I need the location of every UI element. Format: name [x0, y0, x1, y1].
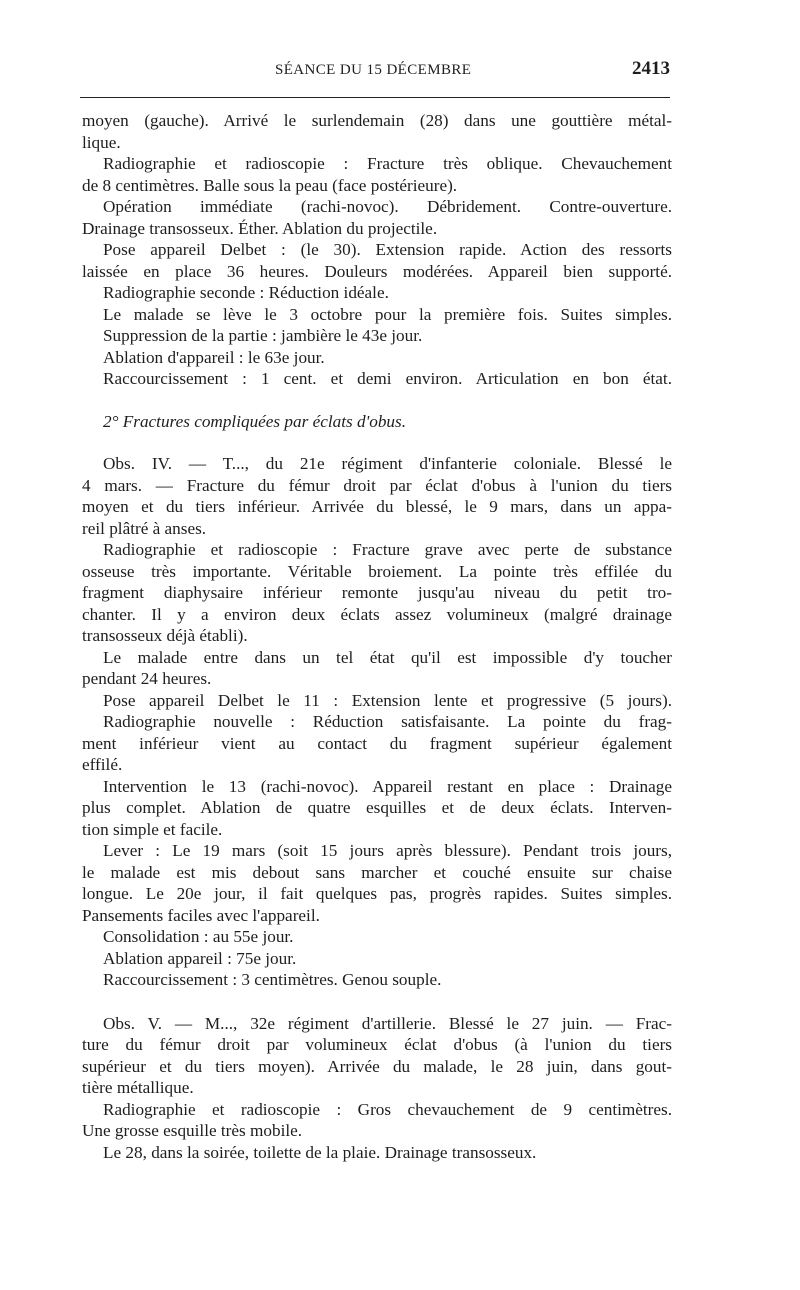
text-line: Ablation d'appareil : le 63e jour.	[103, 347, 325, 367]
text-line: Le 28, dans la soirée, toilette de la plaie. Drainage transosseux.	[103, 1142, 537, 1162]
page-body	[82, 110, 672, 1163]
text-line: Radiographie seconde : Réduction idéale.	[103, 283, 389, 302]
text-line: Obs. V. — M..., 32e régiment d'artillerie. Blessé le 27 juin. — Frac-	[103, 1013, 672, 1033]
text-line: Radiographie nouvelle : Réduction satisfaisante. La pointe du frag-	[103, 712, 672, 731]
text-line: Pansements faciles avec l'appareil.	[82, 905, 320, 925]
text-line: Le malade entre dans un tel état qu'il est impossible d'y toucher	[103, 647, 672, 667]
text-line: Raccourcissement : 3 centimètres. Genou souple.	[103, 970, 442, 989]
text-line: tière métallique.	[82, 1078, 194, 1097]
text-line: Radiographie et radioscopie : Fracture très oblique. Chevauchement	[103, 154, 672, 173]
text-line: fragment diaphysaire inférieur remonte jusqu'au niveau du petit tro-	[82, 583, 672, 602]
text-line: supérieur et du tiers moyen). Arrivée du malade, le 28 juin, dans gout-	[82, 1056, 672, 1076]
spacer	[82, 390, 672, 411]
text-line: transosseux déjà établi).	[82, 626, 248, 645]
text-line: Drainage transosseux. Éther. Ablation du projectile.	[82, 218, 438, 238]
text-line: Intervention le 13 (rachi-novoc). Appareil restant en place : Drainage	[103, 776, 672, 796]
text-line: chanter. Il y a environ deux éclats assez volumineux (malgré drainage	[82, 604, 672, 624]
text-line: osseuse très importante. Véritable broiement. La pointe très effilée du	[82, 561, 672, 581]
text-line: Pose appareil Delbet le 11 : Extension lente et progressive (5 jours).	[103, 690, 672, 710]
text-line: Lever : Le 19 mars (soit 15 jours après blessure). Pendant trois jours,	[103, 841, 672, 860]
text-line: longue. Le 20e jour, il fait quelques pas, progrès rapides. Suites simples.	[82, 884, 672, 903]
text-line: plus complet. Ablation de quatre esquilles et de deux éclats. Interven-	[82, 798, 672, 817]
text-line: moyen et du tiers inférieur. Arrivée du blessé, le 9 mars, dans un appa-	[82, 497, 672, 516]
text-line: Le malade se lève le 3 octobre pour la première fois. Suites simples.	[103, 304, 672, 324]
text-line: Suppression de la partie : jambière le 43e jour.	[103, 326, 423, 345]
text-line: Pose appareil Delbet : (le 30). Extension rapide. Action des ressorts	[103, 240, 672, 259]
text-line: laissée en place 36 heures. Douleurs modérées. Appareil bien supporté.	[82, 261, 672, 281]
spacer	[82, 432, 672, 453]
text-line: tion simple et facile.	[82, 819, 223, 839]
text-line: Obs. IV. — T..., du 21e régiment d'infanterie coloniale. Blessé le	[103, 454, 672, 473]
text-line: Consolidation : au 55e jour.	[103, 927, 294, 946]
text-line: effilé.	[82, 755, 123, 774]
text-line: ment inférieur vient au contact du fragment supérieur également	[82, 733, 672, 753]
text-line: reil plâtré à anses.	[82, 518, 207, 538]
text-line: 4 mars. — Fracture du fémur droit par éclat d'obus à l'union du tiers	[82, 475, 672, 495]
section-heading: 2° Fractures compliquées par éclats d'obus.	[103, 411, 407, 431]
text-line: de 8 centimètres. Balle sous la peau (face postérieure).	[82, 175, 458, 195]
text-line: lique.	[82, 132, 121, 152]
text-line: moyen (gauche). Arrivé le surlendemain (28) dans une gouttière métal-	[82, 111, 672, 130]
running-head: SÉANCE DU 15 DÉCEMBRE	[275, 62, 472, 78]
text-line: Une grosse esquille très mobile.	[82, 1121, 303, 1140]
text-line: pendant 24 heures.	[82, 669, 212, 688]
text-line: Raccourcissement : 1 cent. et demi environ. Articulation en bon état.	[103, 369, 672, 388]
page-number: 2413	[632, 58, 670, 79]
text-line: le malade est mis debout sans marcher et couché ensuite sur chaise	[82, 862, 672, 882]
text-line: Radiographie et radioscopie : Fracture grave avec perte de substance	[103, 540, 672, 559]
text-line: Ablation appareil : 75e jour.	[103, 948, 297, 968]
page-header	[80, 58, 670, 86]
text-line: Opération immédiate (rachi-novoc). Débridement. Contre-ouverture.	[103, 197, 672, 216]
text-line: Radiographie et radioscopie : Gros chevauchement de 9 centimètres.	[103, 1099, 672, 1119]
spacer	[82, 991, 672, 1013]
header-rule	[80, 97, 670, 98]
text-line: ture du fémur droit par volumineux éclat d'obus (à l'union du tiers	[82, 1035, 672, 1054]
